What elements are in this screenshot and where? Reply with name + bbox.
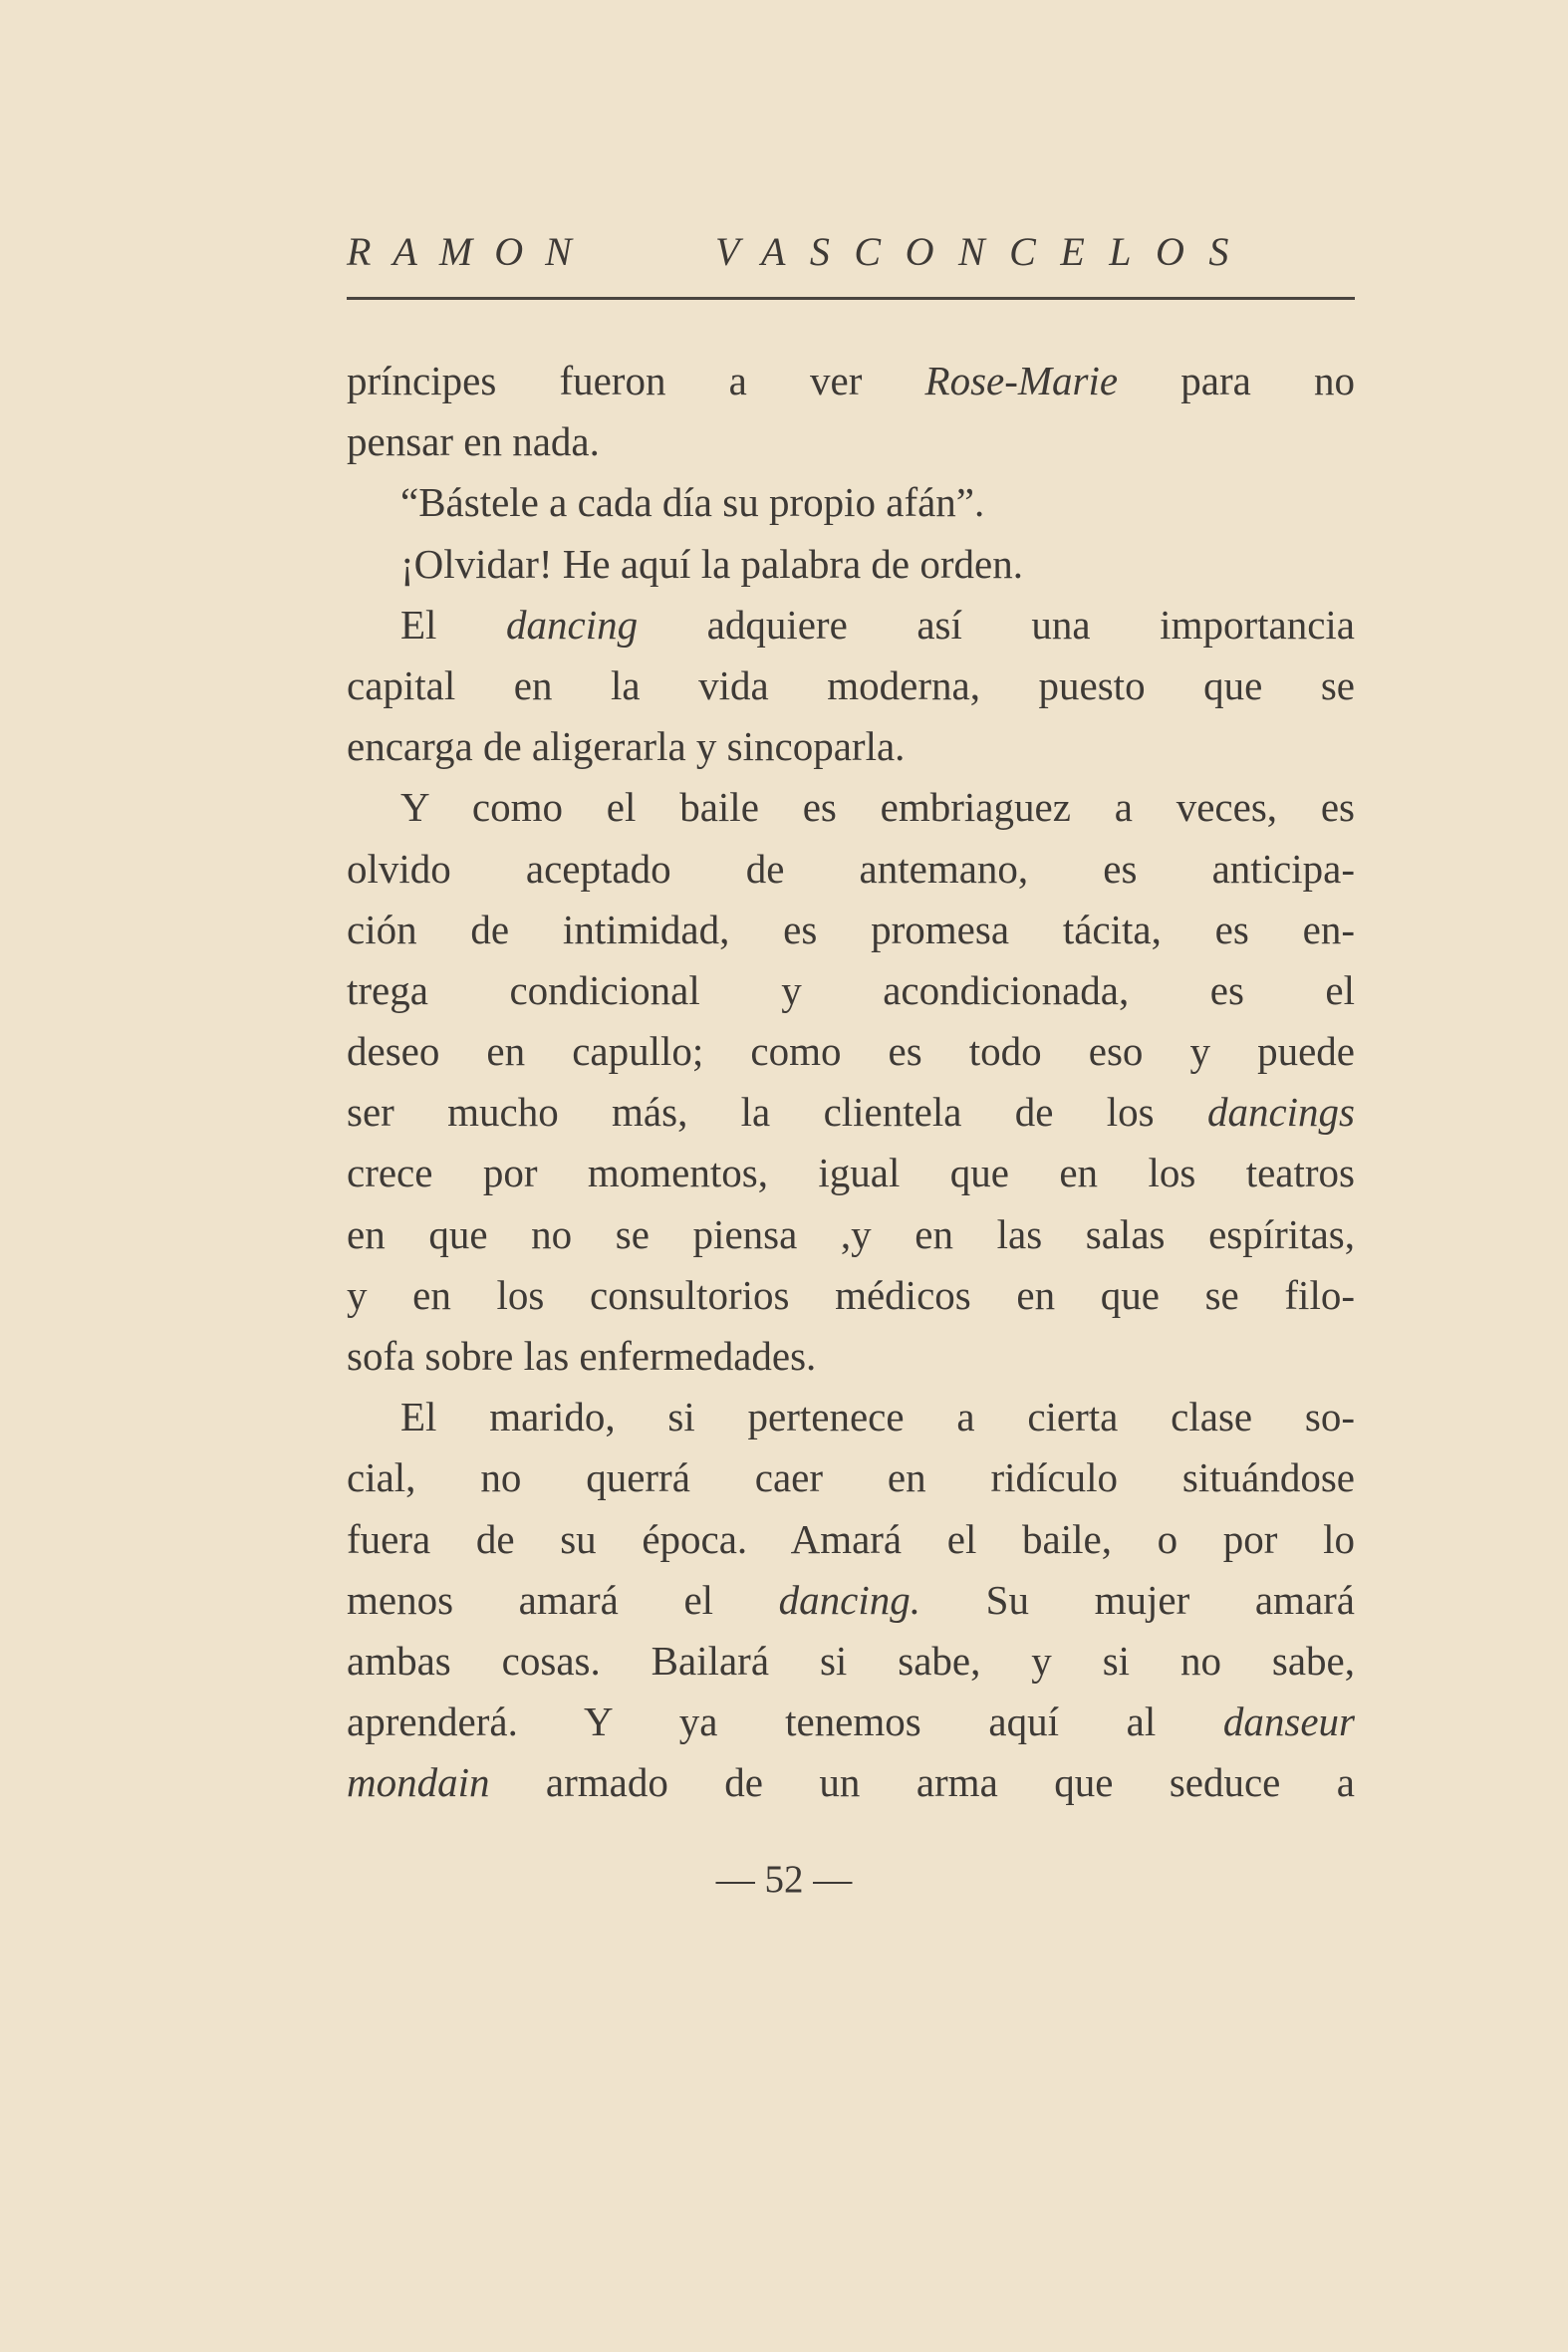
text-run: pensar en nada. bbox=[347, 418, 600, 465]
text-run: capital en la vida moderna, puesto que se bbox=[347, 661, 1355, 708]
text-run: ¡Olvidar! He aquí la palabra de orden. bbox=[400, 540, 1023, 587]
text-line bbox=[347, 1752, 1355, 1813]
text-line bbox=[347, 1631, 1355, 1692]
text-line bbox=[347, 839, 1355, 900]
text-run: sofa sobre las enfermedades. bbox=[347, 1333, 817, 1379]
text-run: ser mucho más, la clientela de los bbox=[347, 1089, 1207, 1136]
text-run: ción de intimidad, es promesa tácita, es en- bbox=[347, 906, 1355, 952]
text-run: y en los consultorios médicos en que se filo- bbox=[347, 1271, 1355, 1318]
text-run: deseo en capullo; como es todo eso y puede bbox=[347, 1028, 1355, 1075]
text-run: príncipes fueron a ver bbox=[347, 358, 925, 403]
text-line bbox=[347, 1143, 1355, 1203]
text-run: ambas cosas. Bailará si sabe, y si no sabe, bbox=[347, 1637, 1355, 1684]
text-line bbox=[347, 1692, 1355, 1752]
text-line bbox=[347, 1326, 1355, 1387]
text-run: “Bástele a cada día su propio afán”. bbox=[400, 479, 985, 526]
header-rule bbox=[347, 297, 1355, 300]
text-line bbox=[347, 1509, 1355, 1570]
text-line bbox=[347, 1021, 1355, 1082]
text-line bbox=[347, 1265, 1355, 1326]
text-line bbox=[347, 1447, 1355, 1508]
text-run: Su mujer amará bbox=[920, 1576, 1355, 1623]
running-head-author-last: VASCONCELOS bbox=[715, 229, 1253, 274]
italic-text: danseur bbox=[1222, 1699, 1355, 1745]
text-line bbox=[347, 534, 1355, 595]
text-line bbox=[347, 900, 1355, 960]
text-run: El bbox=[400, 601, 506, 648]
text-run: para no bbox=[1118, 358, 1355, 403]
text-run: menos amará el bbox=[347, 1576, 779, 1623]
text-line bbox=[347, 1570, 1355, 1631]
text-run: adquiere así una importancia bbox=[638, 601, 1355, 648]
italic-text: dancings bbox=[1206, 1089, 1355, 1136]
text-run: trega condicional y acondicionada, es el bbox=[347, 966, 1355, 1013]
text-run: fuera de su época. Amará el baile, o por lo bbox=[347, 1515, 1355, 1562]
text-line bbox=[347, 411, 1355, 472]
text-line bbox=[347, 716, 1355, 777]
text-line bbox=[347, 1204, 1355, 1265]
body-text bbox=[347, 351, 1355, 1814]
text-line bbox=[347, 472, 1355, 533]
text-line bbox=[347, 351, 1355, 411]
text-line bbox=[347, 777, 1355, 838]
italic-text: dancing. bbox=[778, 1576, 921, 1623]
running-head-author-first: RAMON bbox=[347, 229, 594, 274]
text-run: olvido aceptado de antemano, es anticipa- bbox=[347, 845, 1355, 892]
page-number: — 52 — bbox=[715, 1858, 853, 1901]
text-line bbox=[347, 1387, 1355, 1447]
italic-text: Rose-Marie bbox=[924, 358, 1119, 403]
text-run: encarga de aligerarla y sincoparla. bbox=[347, 723, 906, 770]
text-run: armado de un arma que seduce a bbox=[489, 1759, 1355, 1806]
text-run: crece por momentos, igual que en los teatros bbox=[347, 1150, 1355, 1196]
italic-text: mondain bbox=[347, 1759, 490, 1806]
text-run: aprenderá. Y ya tenemos aquí al bbox=[347, 1699, 1223, 1745]
text-line bbox=[347, 1082, 1355, 1143]
text-line bbox=[347, 595, 1355, 655]
italic-text: dancing bbox=[506, 601, 639, 648]
text-line bbox=[347, 960, 1355, 1021]
text-run: en que no se piensa ,y en las salas espíritas, bbox=[347, 1210, 1355, 1257]
text-run: El marido, si pertenece a cierta clase so- bbox=[400, 1394, 1355, 1440]
text-line bbox=[347, 655, 1355, 716]
text-run: Y como el baile es embriaguez a veces, es bbox=[400, 784, 1355, 831]
text-run: cial, no querrá caer en ridículo situándose bbox=[347, 1454, 1355, 1501]
